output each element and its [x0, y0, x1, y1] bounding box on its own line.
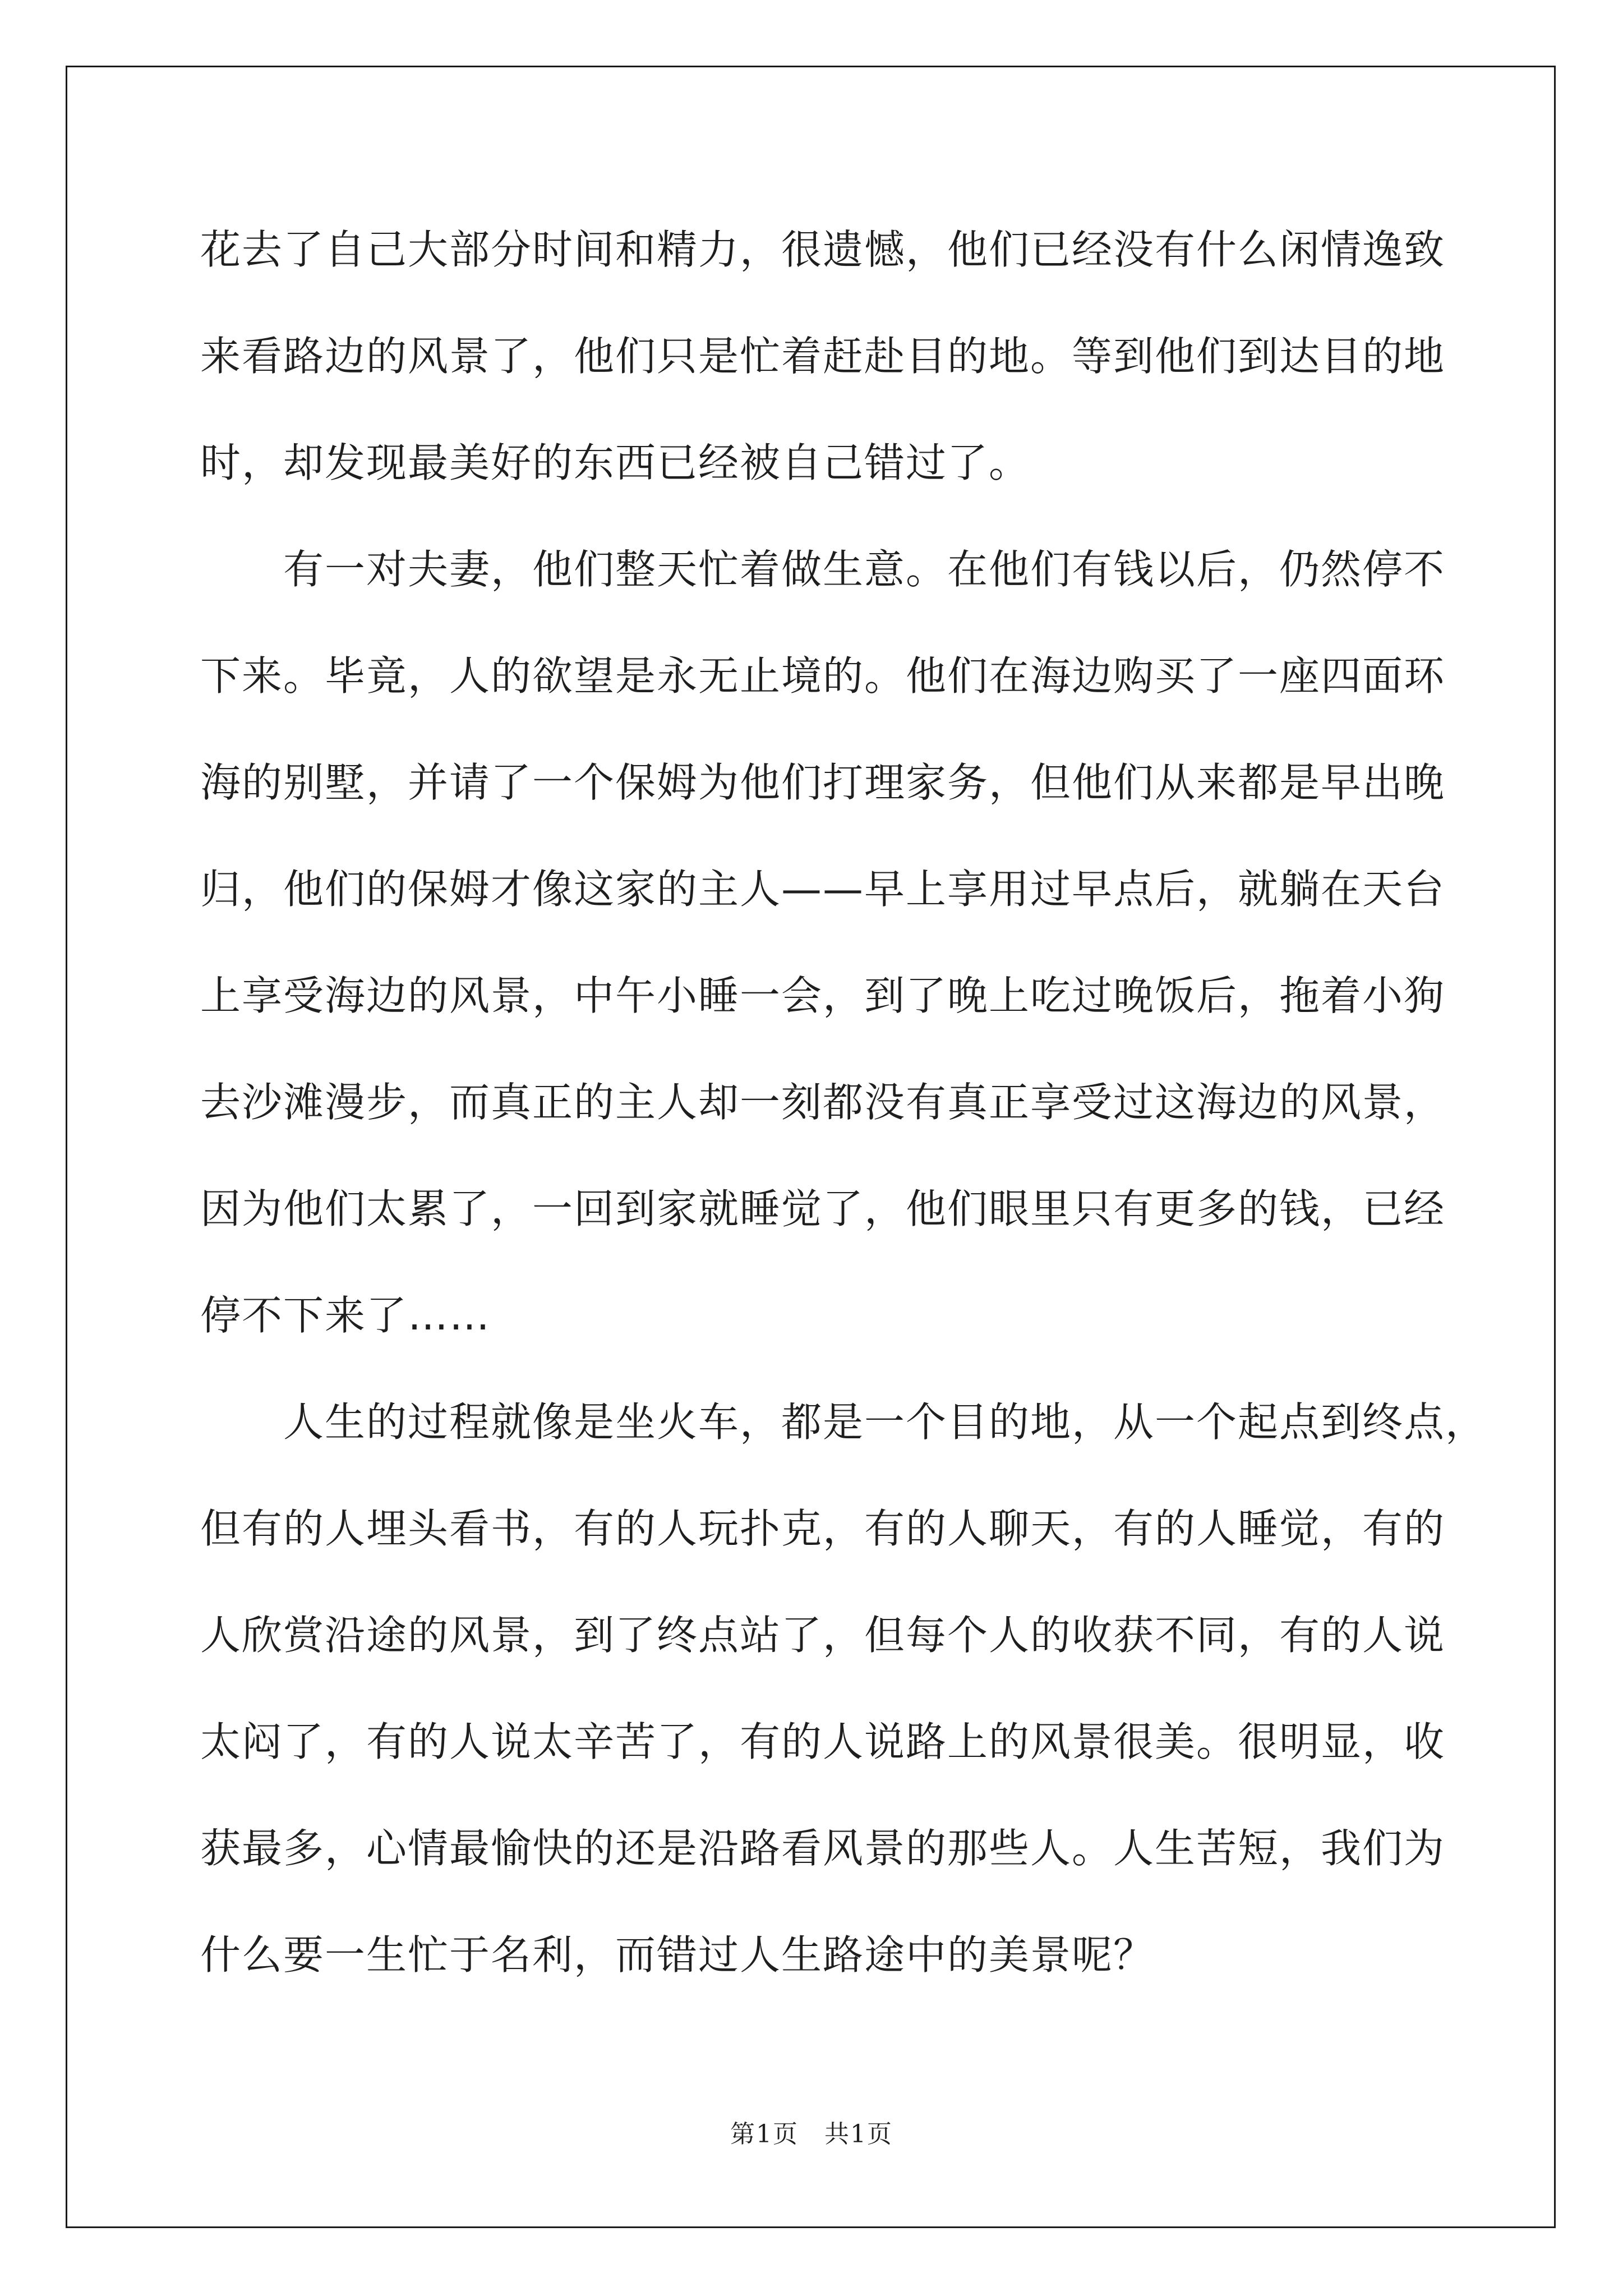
text-line: 停不下来了…… — [200, 1292, 491, 1339]
text-line: 下来。毕竟，人的欲望是永无止境的。他们在海边购买了一座四面环 — [200, 652, 1446, 700]
document-body — [200, 196, 1487, 2008]
text-line: 但有的人埋头看书，有的人玩扑克，有的人聊天，有的人睡觉，有的 — [200, 1505, 1446, 1552]
text-line: 上享受海边的风景，中午小睡一会，到了晚上吃过晚饭后，拖着小狗 — [200, 972, 1446, 1019]
text-line: 获最多，心情最愉快的还是沿路看风景的那些人。人生苦短，我们为 — [200, 1825, 1446, 1872]
text-line: 来看路边的风景了，他们只是忙着赶赴目的地。等到他们到达目的地 — [200, 333, 1446, 380]
text-line: 因为他们太累了，一回到家就睡觉了，他们眼里只有更多的钱，已经 — [200, 1185, 1446, 1232]
page-number-footer: 第1页 共1页 — [730, 2120, 893, 2148]
text-line: 海的别墅，并请了一个保姆为他们打理家务，但他们从来都是早出晚 — [200, 759, 1446, 806]
text-line: 人欣赏沿途的风景，到了终点站了，但每个人的收获不同，有的人说 — [200, 1612, 1446, 1659]
text-line: 时，却发现最美好的东西已经被自己错过了。 — [200, 439, 1031, 486]
text-line: 人生的过程就像是坐火车，都是一个目的地，从一个起点到终点， — [200, 1398, 1487, 1446]
text-line: 归，他们的保姆才像这家的主人——早上享用过早点后，就躺在天台 — [200, 866, 1446, 913]
text-line: 有一对夫妻，他们整天忙着做生意。在他们有钱以后，仍然停不 — [200, 546, 1446, 593]
text-line: 去沙滩漫步，而真正的主人却一刻都没有真正享受过这海边的风景， — [200, 1079, 1446, 1126]
text-line: 花去了自己大部分时间和精力，很遗憾，他们已经没有什么闲情逸致 — [200, 226, 1446, 273]
text-line: 太闷了，有的人说太辛苦了，有的人说路上的风景很美。很明显，收 — [200, 1718, 1446, 1765]
text-line: 什么要一生忙于名利，而错过人生路途中的美景呢？ — [200, 1931, 1155, 1978]
